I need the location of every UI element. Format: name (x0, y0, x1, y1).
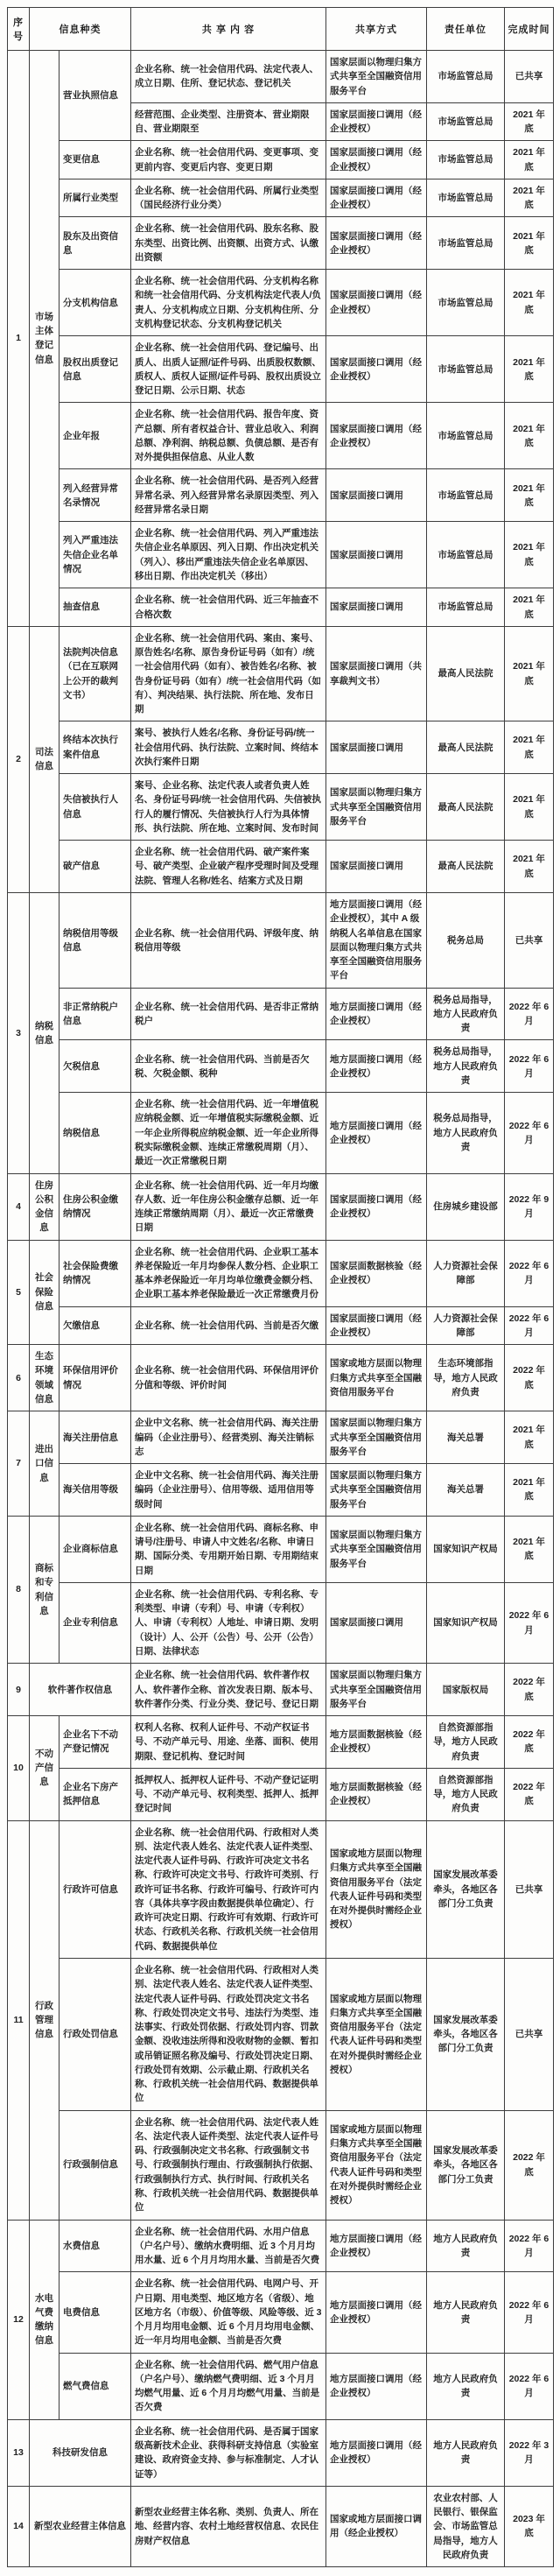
header-content: 共 享 内 容 (131, 8, 326, 51)
unit-cell: 海关总署 (427, 1411, 505, 1464)
unit-cell: 市场监管总局 (427, 270, 505, 336)
type-cell: 企业年报 (60, 403, 131, 469)
table-row (8, 1345, 554, 1411)
time-cell: 2021 年底 (505, 403, 554, 469)
table-row (8, 1173, 554, 1240)
time-cell: 2022 年 6 月 (505, 2272, 554, 2353)
type-cell: 所属行业类型 (60, 179, 131, 217)
time-cell: 2021 年底 (505, 588, 554, 627)
table-row (8, 2486, 554, 2566)
content-cell: 企业名称、统一社会信用代码、水用户信息（户名户号）、缴纳水费明细、近 3 个月月均用水量、近 6 个月月均用水量、当前是否欠费 (131, 2220, 326, 2272)
content-cell: 企业名称、统一社会信用代码、所属行业类型（国民经济行业分类） (131, 179, 326, 217)
method-cell: 国家层面接口调用（经企业授权） (326, 179, 427, 217)
category-cell: 生态环境领域信息 (30, 1345, 60, 1411)
row-number-cell: 9 (8, 1664, 30, 1716)
table-row (8, 179, 554, 217)
time-cell: 2022 年 6 月 (505, 988, 554, 1040)
unit-cell: 住房城乡建设部 (427, 1173, 505, 1240)
row-number-cell: 14 (8, 2486, 30, 2566)
table-row (8, 217, 554, 270)
row-number-cell: 3 (8, 893, 30, 1174)
content-cell: 企业名称、统一社会信用代码、列入严重违法失信企业名单原因、列入日期、作出决定机关（列入）、移出严重违法失信企业名单原因、移出日期、作出决定机关（移出） (131, 522, 326, 588)
table-row (8, 1664, 554, 1716)
content-cell: 企业名称、统一社会信用代码、变更事项、变更前内容、变更后内容、变更日期 (131, 141, 326, 179)
time-cell: 2022 年 6 月 (505, 1306, 554, 1345)
table-row (8, 270, 554, 336)
content-cell: 权利人名称、权利人证件号、不动产权证书号、不动产单元号、用途、坐落、面积、使用期限、登记机构、登记时间 (131, 1716, 326, 1769)
row-number-cell: 7 (8, 1411, 30, 1517)
table-row (8, 2220, 554, 2272)
unit-cell: 自然资源部指导，地方人民政府负责 (427, 1716, 505, 1769)
unit-cell: 税务总局 (427, 893, 505, 989)
row-number-cell: 6 (8, 1345, 30, 1411)
header-no: 序号 (8, 8, 30, 51)
time-cell: 2021 年底 (505, 469, 554, 522)
content-cell: 抵押权人、抵押权人证件号、不动产登记证明号、不动产单元号、权利类型、抵押人、抵押登记时间 (131, 1768, 326, 1820)
content-cell: 新型农业经营主体名称、类别、负责人、所在地、经营内容、农村土地经营权信息、农民住房财产权信息 (131, 2486, 326, 2566)
content-cell: 案号、被执行人姓名/名称、身份证号码/统一社会信用代码、执行法院、立案时间、终结本次执行案件日期 (131, 721, 326, 774)
method-cell: 国家层面数据核验（经企业授权） (326, 1240, 427, 1306)
table-row (8, 1768, 554, 1820)
content-cell: 企业名称、统一社会信用代码、行政相对人类别、法定代表人姓名、法定代表人证件类型、法定代表人证件号码、行政处罚决定文书名称、行政处罚决定文书号、违法行为类型、违法事实、行政处罚依据、行政处罚内容、罚款金额、没收违法所得和没收财物的金额、暂扣或吊销证照名称及编号、行政处罚决定日期、行政处罚有效期、公示截止期、行政机关名称、行政机关统一社会信用代码、数据提供单位 (131, 1959, 326, 2111)
category-cell: 进出口信息 (30, 1411, 60, 1517)
content-cell: 企业名称、统一社会信用代码、分支机构名称和统一社会信用代码、分支机构法定代表人/负责人、分支机构成立日期、分支机构住所、分支机构登记状态、分支机构登记机关 (131, 270, 326, 336)
time-cell: 2021 年底 (505, 774, 554, 841)
method-cell: 国家层面接口调用 (326, 588, 427, 627)
unit-cell: 农业农村部、人民银行、银保监会、市场监管总局指导，地方人民政府负责 (427, 2486, 505, 2566)
content-cell: 企业名称、统一社会信用代码、登记编号、出质人、出质人证照/证件号码、出质股权数额、质权人、质权人证照/证件号码、股权出质设立登记日期、公示日期、状态 (131, 336, 326, 403)
info-sharing-table (7, 7, 554, 2567)
unit-cell: 国家发展改革委牵头，各地区各部门分工负责 (427, 1959, 505, 2111)
row-number-cell: 11 (8, 1820, 30, 2220)
time-cell: 2022 年 9 月 (505, 1173, 554, 1240)
row-number-cell: 5 (8, 1240, 30, 1345)
type-cell: 欠税信息 (60, 1040, 131, 1093)
time-cell: 2022 年 6 月 (505, 2353, 554, 2419)
table-row (8, 988, 554, 1040)
type-cell: 欠缴信息 (60, 1306, 131, 1345)
method-cell: 国家层面接口调用（经企业授权） (326, 102, 427, 141)
table-row (8, 721, 554, 774)
method-cell: 地方层面接口调用（经企业授权），其中 A 级纳税人名单信息在国家层面以物理归集方式共享至全国融资信用服务平台 (326, 893, 427, 989)
content-cell: 企业名称、统一社会信用代码、近一年月均缴存人数、近一年住房公积金缴存总额、近一年连续正常缴纳周期（月）、最近一次正常缴费日期 (131, 1173, 326, 1240)
time-cell: 2022 年底 (505, 1716, 554, 1769)
table-row (8, 2353, 554, 2419)
row-number-cell: 8 (8, 1516, 30, 1663)
unit-cell: 市场监管总局 (427, 336, 505, 403)
time-cell: 2021 年底 (505, 626, 554, 721)
time-cell: 2023 年底 (505, 2486, 554, 2566)
time-cell: 2022 年底 (505, 1345, 554, 1411)
method-cell: 国家或地方层面以物理归集方式共享至全国融资信用服务平台（法定代表人证件号码和类型在对外提供时需经企业授权） (326, 2110, 427, 2220)
content-cell: 企业名称、统一社会信用代码、燃气用户信息（户名户号）、缴纳燃气费明细、近 3 个月月均燃气用量、近 6 个月月均燃气用量、当前是否欠费 (131, 2353, 326, 2419)
unit-cell: 国家知识产权局 (427, 1516, 505, 1582)
time-cell: 2021 年底 (505, 336, 554, 403)
table-row (8, 841, 554, 893)
type-cell: 股东及出资信息 (60, 217, 131, 270)
method-cell: 国家层面接口调用 (326, 721, 427, 774)
category-cell: 不动产信息 (30, 1716, 60, 1821)
header-time: 完成时间 (505, 8, 554, 51)
header-method: 共享方式 (326, 8, 427, 51)
type-cell: 营业执照信息 (60, 51, 131, 141)
row-number-cell: 2 (8, 626, 30, 892)
table-row (8, 1820, 554, 1958)
type-cell: 非正常纳税户信息 (60, 988, 131, 1040)
time-cell: 2022 年 6 月 (505, 1093, 554, 1173)
type-cell: 行政处罚信息 (60, 1959, 131, 2111)
unit-cell: 人力资源社会保障部 (427, 1240, 505, 1306)
category-cell: 科技研发信息 (30, 2419, 131, 2486)
time-cell: 2022 年 6 月 (505, 1582, 554, 1663)
content-cell: 企业名称、统一社会信用代码、企业职工基本养老保险近一年月均参保人数分档、企业职工基本养老保险近一年月均单位缴费金额分档、企业职工基本养老保险最近一次正常缴费月份 (131, 1240, 326, 1306)
method-cell: 国家层面接口调用（经企业授权） (326, 403, 427, 469)
unit-cell: 市场监管总局 (427, 588, 505, 627)
time-cell: 2021 年底 (505, 102, 554, 141)
type-cell: 企业名下不动产登记情况 (60, 1716, 131, 1769)
type-cell: 行政许可信息 (60, 1820, 131, 1958)
header-unit: 责任单位 (427, 8, 505, 51)
content-cell: 企业名称、统一社会信用代码、是否属于国家级高新技术企业、获得科研支持信息（实验室建设、政府资金支持、参与标准制定、人才认证等） (131, 2419, 326, 2486)
table-row (8, 336, 554, 403)
category-cell: 新型农业经营主体信息 (30, 2486, 131, 2566)
type-cell: 行政强制信息 (60, 2110, 131, 2220)
header-row (8, 8, 554, 51)
table-row (8, 588, 554, 627)
content-cell: 企业名称、统一社会信用代码、近一年增值税应纳税金额、近一年增值税实际缴税金额、近一年企业所得税应纳税金额、近一年企业所得税实际缴税金额、连续正常缴税周期（月）、最近一次正常缴税日期 (131, 1093, 326, 1173)
method-cell: 国家层面以物理归集方式共享至全国融资信用服务平台 (326, 51, 427, 103)
content-cell: 企业名称、统一社会信用代码、报告年度、资产总额、所有者权益合计、营业总收入、利润总额、净利润、纳税总额、负债总额、是否有对外提供担保信息、从业人数 (131, 403, 326, 469)
unit-cell: 税务总局指导，地方人民政府负责 (427, 988, 505, 1040)
unit-cell: 国家版权局 (427, 1664, 505, 1716)
category-cell: 商标和专利信息 (30, 1516, 60, 1663)
method-cell: 地方层面接口调用（经企业授权） (326, 2419, 427, 2486)
type-cell: 股权出质登记信息 (60, 336, 131, 403)
table-row (8, 51, 554, 103)
unit-cell: 市场监管总局 (427, 179, 505, 217)
unit-cell: 自然资源部指导，地方人民政府负责 (427, 1768, 505, 1820)
time-cell: 已共享 (505, 1820, 554, 1958)
unit-cell: 最高人民法院 (427, 774, 505, 841)
unit-cell: 人力资源社会保障部 (427, 1306, 505, 1345)
method-cell: 地方层面接口调用（经企业授权） (326, 2272, 427, 2353)
content-cell: 企业中文名称、统一社会信用代码、海关注册编码（企业注册号）、经营类别、海关注销标志 (131, 1411, 326, 1464)
time-cell: 2021 年底 (505, 141, 554, 179)
header-category: 信息种类 (30, 8, 131, 51)
table-row (8, 1716, 554, 1769)
table-row (8, 893, 554, 989)
type-cell: 失信被执行人信息 (60, 774, 131, 841)
unit-cell: 市场监管总局 (427, 522, 505, 588)
content-cell: 企业名称、统一社会信用代码、是否非正常纳税户 (131, 988, 326, 1040)
time-cell: 2021 年底 (505, 1464, 554, 1517)
method-cell: 国家层面接口调用 (326, 469, 427, 522)
time-cell: 2022 年 6 月 (505, 1040, 554, 1093)
unit-cell: 最高人民法院 (427, 841, 505, 893)
table-row (8, 1240, 554, 1306)
method-cell: 国家层面以物理归集方式共享至全国融资信用服务平台 (326, 1516, 427, 1582)
table-row (8, 522, 554, 588)
unit-cell: 地方人民政府负责 (427, 2419, 505, 2486)
method-cell: 国家层面接口调用 (326, 1582, 427, 1663)
type-cell: 燃气费信息 (60, 2353, 131, 2419)
method-cell: 国家层面接口调用 (326, 841, 427, 893)
content-cell: 案号、企业名称、法定代表人或者负责人姓名、身份证号码/统一社会信用代码、失信被执行人的履行情况、失信被执行人行为具体情形、执行法院、所在地、立案时间、发布时间 (131, 774, 326, 841)
method-cell: 地方层面数据核验（经企业授权） (326, 1768, 427, 1820)
category-cell: 住房公积金信息 (30, 1173, 60, 1240)
table-body (8, 51, 554, 2567)
unit-cell: 最高人民法院 (427, 721, 505, 774)
method-cell: 国家层面接口调用（经企业授权） (326, 141, 427, 179)
unit-cell: 市场监管总局 (427, 403, 505, 469)
time-cell: 2021 年底 (505, 217, 554, 270)
time-cell: 已共享 (505, 893, 554, 989)
type-cell: 企业专利信息 (60, 1582, 131, 1663)
method-cell: 国家层面接口调用（经企业授权） (326, 1173, 427, 1240)
method-cell: 国家层面接口调用（共享裁判文书） (326, 626, 427, 721)
time-cell: 2021 年底 (505, 522, 554, 588)
unit-cell: 市场监管总局 (427, 51, 505, 103)
row-number-cell: 1 (8, 51, 30, 627)
content-cell: 企业名称、统一社会信用代码、当前是否欠缴 (131, 1306, 326, 1345)
method-cell: 地方层面接口调用（经企业授权） (326, 2353, 427, 2419)
type-cell: 破产信息 (60, 841, 131, 893)
method-cell: 地方层面接口调用（经企业授权） (326, 1040, 427, 1093)
time-cell: 2022 年 6 月 (505, 1240, 554, 1306)
time-cell: 2021 年底 (505, 841, 554, 893)
type-cell: 抽查信息 (60, 588, 131, 627)
table-row (8, 1464, 554, 1517)
method-cell: 国家层面接口调用 (326, 522, 427, 588)
unit-cell: 市场监管总局 (427, 217, 505, 270)
method-cell: 国家层面接口调用（经企业授权） (326, 217, 427, 270)
method-cell: 国家或地方层面以物理归集方式共享至全国融资信用服务平台（法定代表人证件号码和类型在对外提供时需经企业授权） (326, 1820, 427, 1958)
method-cell: 地方层面数据核验（经企业授权） (326, 1716, 427, 1769)
row-number-cell: 4 (8, 1173, 30, 1240)
type-cell: 变更信息 (60, 141, 131, 179)
method-cell: 国家层面以物理归集方式共享至全国融资信用服务平台 (326, 1411, 427, 1464)
time-cell: 2022 年底 (505, 1768, 554, 1820)
unit-cell: 国家知识产权局 (427, 1582, 505, 1663)
type-cell: 企业商标信息 (60, 1516, 131, 1582)
content-cell: 企业名称、统一社会信用代码、当前是否欠税、欠税金额、税种 (131, 1040, 326, 1093)
type-cell: 水费信息 (60, 2220, 131, 2272)
content-cell: 企业名称、统一社会信用代码、案由、案号、原告姓名/名称、原告身份证号码（如有）/统一社会信用代码（如有）、被告姓名/名称、被告身份证号码（如有）/统一社会信用代码（如有）、判决结果、执行法院、所在地、发布日期 (131, 626, 326, 721)
type-cell: 终结本次执行案件信息 (60, 721, 131, 774)
content-cell: 企业名称、统一社会信用代码、电网户号、开户日期、用电类型、地区地方名（省级）、地区地方名（市级）、价值等级、风险等级、近 3 个月月均用电金额、近 6 个月月均用电金额、近一年月均用电金额、当前是否欠费 (131, 2272, 326, 2353)
row-number-cell: 13 (8, 2419, 30, 2486)
type-cell: 环保信用评价情况 (60, 1345, 131, 1411)
category-cell: 行政管理信息 (30, 1820, 60, 2220)
table-row (8, 1582, 554, 1663)
category-cell: 软件著作权信息 (30, 1664, 131, 1716)
table-row (8, 1516, 554, 1582)
content-cell: 企业名称、统一社会信用代码、评级年度、纳税信用等级 (131, 893, 326, 989)
type-cell: 法院判决信息（已在互联网上公开的裁判文书） (60, 626, 131, 721)
method-cell: 国家或地方层面以物理归集方式共享至全国融资信用服务平台 (326, 1345, 427, 1411)
row-number-cell: 10 (8, 1716, 30, 1821)
method-cell: 国家层面以物理归集方式共享至全国融资信用服务平台 (326, 774, 427, 841)
unit-cell: 海关总署 (427, 1464, 505, 1517)
content-cell: 经营范围、企业类型、注册资本、营业期限自、营业期限至 (131, 102, 326, 141)
content-cell: 企业名称、统一社会信用代码、股东名称、股东类型、出资比例、出资额、出资方式、认缴出资额 (131, 217, 326, 270)
content-cell: 企业名称、统一社会信用代码、专利名称、专利类型、申请（专利）号、申请（专利权）人、申请（专利权）人地址、申请日期、发明（设计）人、公开（公告）号、公开（公告）日期、法律状态 (131, 1582, 326, 1663)
table-row (8, 1411, 554, 1464)
unit-cell: 市场监管总局 (427, 141, 505, 179)
table-row (8, 1959, 554, 2111)
time-cell: 2022 年 3 月 (505, 2419, 554, 2486)
category-cell: 纳税信息 (30, 893, 60, 1174)
time-cell: 2021 年底 (505, 179, 554, 217)
time-cell: 2022 年底 (505, 1664, 554, 1716)
content-cell: 企业名称、统一社会信用代码、法定代表人姓名、法定代表人证件类型、法定代表人证件号码、行政强制决定文书名称、行政强制文书号、行政强制执行理由、行政强制执行依据、行政强制执行方式、执行时间、行政机关名称、行政机关统一社会信用代码、数据提供单位 (131, 2110, 326, 2220)
content-cell: 企业名称、统一社会信用代码、软件著作权人、软件著作全称、首次发表日期、版本号、软件著作分类、行业分类、登记号、登记日期 (131, 1664, 326, 1716)
method-cell: 国家或地方层面以物理归集方式共享至全国融资信用服务平台（法定代表人证件号码和类型在对外提供时需经企业授权） (326, 1959, 427, 2111)
time-cell: 已共享 (505, 1959, 554, 2111)
method-cell: 国家层面接口调用（经企业授权） (326, 336, 427, 403)
type-cell: 海关注册信息 (60, 1411, 131, 1464)
unit-cell: 市场监管总局 (427, 469, 505, 522)
method-cell: 国家或地方层面接口调用（经企业授权） (326, 2486, 427, 2566)
type-cell: 纳税信用等级信息 (60, 893, 131, 989)
content-cell: 企业名称、统一社会信用代码、商标名称、申请号/注册号、申请人中文姓名/名称、申请日期、国际分类、专用期开始日期、专用期结束日期 (131, 1516, 326, 1582)
table-row (8, 1093, 554, 1173)
time-cell: 已共享 (505, 51, 554, 103)
time-cell: 2022 年 6 月 (505, 2220, 554, 2272)
content-cell: 企业名称、统一社会信用代码、近三年抽查不合格次数 (131, 588, 326, 627)
method-cell: 地方层面接口调用（经企业授权） (326, 2220, 427, 2272)
type-cell: 企业名下房产抵押信息 (60, 1768, 131, 1820)
unit-cell: 地方人民政府负责 (427, 2353, 505, 2419)
content-cell: 企业名称、统一社会信用代码、是否列入经营异常名录、列入经营异常名录原因类型、列入经营异常名录日期 (131, 469, 326, 522)
category-cell: 社会保险信息 (30, 1240, 60, 1345)
method-cell: 国家层面以物理归集方式共享至全国融资信用服务平台 (326, 1464, 427, 1517)
time-cell: 2021 年底 (505, 270, 554, 336)
unit-cell: 地方人民政府负责 (427, 2220, 505, 2272)
type-cell: 列入严重违法失信企业名单情况 (60, 522, 131, 588)
category-cell: 水电气费缴纳信息 (30, 2220, 60, 2419)
table-row (8, 2110, 554, 2220)
table-row (8, 774, 554, 841)
table-row (8, 403, 554, 469)
table-row (8, 2419, 554, 2486)
unit-cell: 国家发展改革委牵头，各地区各部门分工负责 (427, 1820, 505, 1958)
time-cell: 2021 年底 (505, 1516, 554, 1582)
unit-cell: 市场监管总局 (427, 102, 505, 141)
content-cell: 企业名称、统一社会信用代码、环保信用评价分值和等级、评价时间 (131, 1345, 326, 1411)
content-cell: 企业名称、统一社会信用代码、破产案件案号、破产类型、企业破产程序受理时间及受理法院、管理人名称/姓名、结案方式及日期 (131, 841, 326, 893)
type-cell: 列入经营异常名录情况 (60, 469, 131, 522)
category-cell: 司法信息 (30, 626, 60, 892)
time-cell: 2021 年底 (505, 1411, 554, 1464)
table-row (8, 1040, 554, 1093)
content-cell: 企业中文名称、统一社会信用代码、海关注册编码（企业注册号）、信用等级、适用信用等级时间 (131, 1464, 326, 1517)
time-cell: 2021 年底 (505, 721, 554, 774)
table-row (8, 626, 554, 721)
type-cell: 海关信用等级 (60, 1464, 131, 1517)
type-cell: 纳税信息 (60, 1093, 131, 1173)
unit-cell: 地方人民政府负责 (427, 2272, 505, 2353)
content-cell: 企业名称、统一社会信用代码、行政相对人类别、法定代表人姓名、法定代表人证件类型、法定代表人证件号码、行政许可决定文书名称、行政许可决定文书号、行政许可类别、行政许可证书名称、行政许可编号、行政许可内容（具体共享字段由数据提供单位确定）、行政许可决定日期、行政许可有效期、行政许可状态、行政机关名称、行政机关统一社会信用代码、数据提供单位 (131, 1820, 326, 1958)
unit-cell: 最高人民法院 (427, 626, 505, 721)
table-row (8, 141, 554, 179)
type-cell: 住房公积金缴纳情况 (60, 1173, 131, 1240)
method-cell: 国家层面接口调用（经企业授权） (326, 270, 427, 336)
unit-cell: 税务总局指导，地方人民政府负责 (427, 1093, 505, 1173)
type-cell: 社会保险费缴纳情况 (60, 1240, 131, 1306)
table-row (8, 469, 554, 522)
table-row (8, 2272, 554, 2353)
method-cell: 地方层面接口调用（经企业授权） (326, 1093, 427, 1173)
content-cell: 企业名称、统一社会信用代码、法定代表人、成立日期、住所、登记状态、登记机关 (131, 51, 326, 103)
type-cell: 电费信息 (60, 2272, 131, 2353)
unit-cell: 国家发展改革委牵头，各地区各部门分工负责 (427, 2110, 505, 2220)
unit-cell: 税务总局指导，地方人民政府负责 (427, 1040, 505, 1093)
method-cell: 地方层面接口调用（经企业授权） (326, 988, 427, 1040)
type-cell: 分支机构信息 (60, 270, 131, 336)
table-row (8, 1306, 554, 1345)
time-cell: 2022 年底 (505, 2110, 554, 2220)
category-cell: 市场主体登记信息 (30, 51, 60, 627)
unit-cell: 生态环境部指导，地方人民政府负责 (427, 1345, 505, 1411)
method-cell: 国家层面以物理归集方式共享至全国融资信用服务平台 (326, 1664, 427, 1716)
method-cell: 国家层面接口调用（经企业授权） (326, 1306, 427, 1345)
row-number-cell: 12 (8, 2220, 30, 2419)
